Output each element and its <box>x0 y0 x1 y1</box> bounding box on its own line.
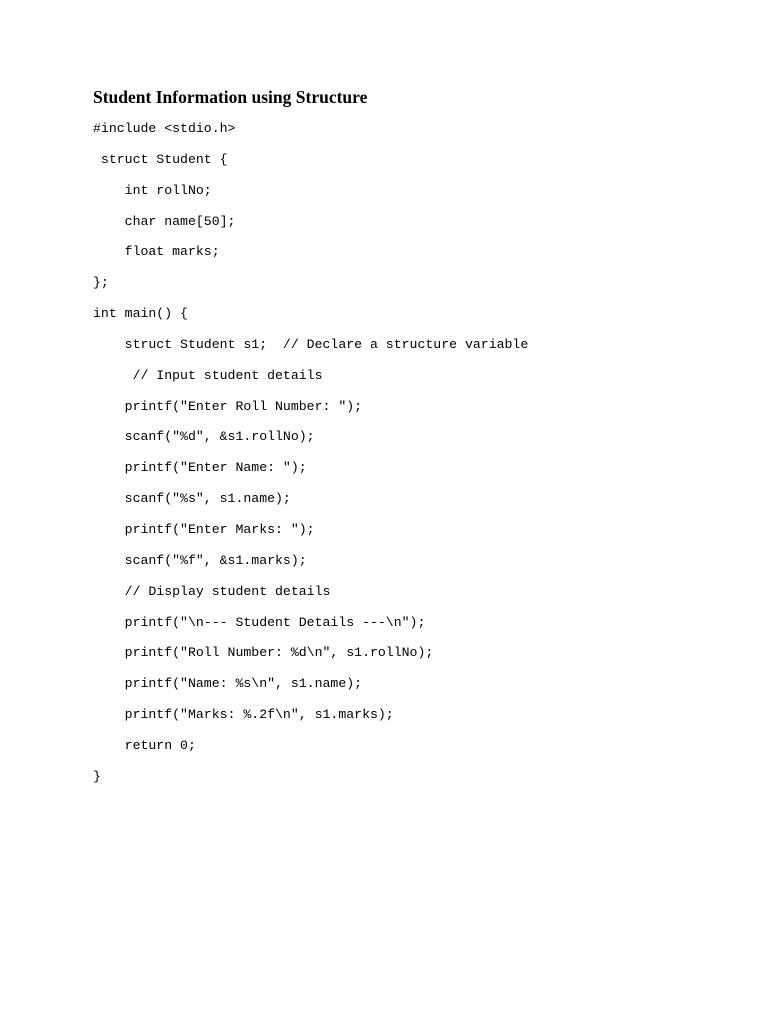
code-line: printf("Enter Roll Number: "); <box>93 398 363 414</box>
code-line: #include <stdio.h> <box>93 121 236 136</box>
code-line: printf("Enter Name: "); <box>93 460 307 476</box>
code-line: int rollNo; <box>93 182 212 198</box>
code-line: struct Student s1; // Declare a structure variable <box>93 336 529 352</box>
code-line: printf("Name: %s\n", s1.name); <box>93 676 363 692</box>
code-line: // Display student details <box>93 583 331 599</box>
document-title: Student Information using Structure <box>93 87 368 107</box>
code-line: struct Student { <box>93 151 228 167</box>
code-line: scanf("%d", &s1.rollNo); <box>93 429 315 445</box>
code-line: } <box>93 768 101 784</box>
code-line: // Input student details <box>93 367 323 383</box>
code-line: float marks; <box>93 244 220 260</box>
code-line: printf("Marks: %.2f\n", s1.marks); <box>93 707 394 723</box>
code-line: scanf("%s", s1.name); <box>93 491 291 507</box>
code-line: int main() { <box>93 306 188 322</box>
code-line: char name[50]; <box>93 213 236 229</box>
code-line: }; <box>93 275 109 291</box>
code-block <box>93 119 528 798</box>
code-line: return 0; <box>93 737 196 753</box>
code-line: scanf("%f", &s1.marks); <box>93 552 307 568</box>
code-line: printf("\n--- Student Details ---\n"); <box>93 614 426 630</box>
code-line: printf("Enter Marks: "); <box>93 521 315 537</box>
code-line: printf("Roll Number: %d\n", s1.rollNo); <box>93 645 434 661</box>
